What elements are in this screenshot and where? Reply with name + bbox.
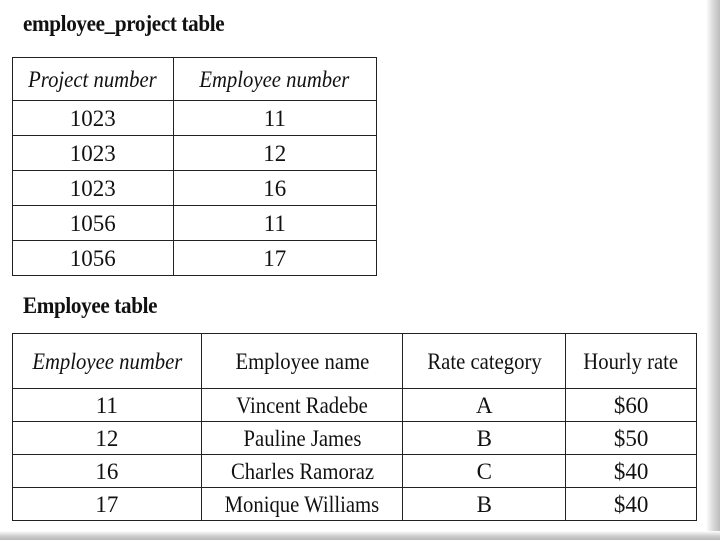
table-cell: 17 — [173, 241, 376, 276]
table-row — [13, 101, 377, 136]
table-header-row — [13, 58, 377, 101]
table-cell: 11 — [13, 389, 202, 422]
table-cell: $40 — [566, 455, 697, 488]
table-cell: Monique Williams — [201, 488, 403, 521]
table-row — [13, 422, 697, 455]
column-header-employee-number: Employee number — [173, 58, 376, 101]
table-cell: $40 — [566, 488, 697, 521]
column-header-employee-name: Employee name — [201, 334, 403, 389]
table-cell: 17 — [13, 488, 202, 521]
column-header-hourly-rate: Hourly rate — [566, 334, 697, 389]
table-row — [13, 206, 377, 241]
table-cell: A — [403, 389, 566, 422]
page-edge-shadow — [706, 0, 720, 540]
table-cell: B — [403, 488, 566, 521]
table-row — [13, 455, 697, 488]
table-cell: 16 — [173, 171, 376, 206]
table-cell: 12 — [173, 136, 376, 171]
table-cell: 11 — [173, 206, 376, 241]
employee-project-table — [12, 57, 377, 276]
employee-project-table-title: employee_project table — [23, 11, 225, 36]
table-cell: 12 — [13, 422, 202, 455]
table-cell: Charles Ramoraz — [201, 455, 403, 488]
column-header-employee-number: Employee number — [13, 334, 202, 389]
column-header-project-number: Project number — [13, 58, 174, 101]
page-edge-shadow — [0, 531, 720, 540]
table-cell: 1056 — [13, 241, 174, 276]
table-row — [13, 389, 697, 422]
table-cell: 1023 — [13, 136, 174, 171]
table-cell: 16 — [13, 455, 202, 488]
table-row — [13, 171, 377, 206]
table-cell: 1056 — [13, 206, 174, 241]
table-cell: 1023 — [13, 171, 174, 206]
table-cell: B — [403, 422, 566, 455]
employee-table-title: Employee table — [23, 293, 158, 318]
table-cell: Vincent Radebe — [201, 389, 403, 422]
table-cell: 1023 — [13, 101, 174, 136]
table-cell: 11 — [173, 101, 376, 136]
table-cell: $60 — [566, 389, 697, 422]
column-header-rate-category: Rate category — [403, 334, 566, 389]
table-cell: C — [403, 455, 566, 488]
table-cell: $50 — [566, 422, 697, 455]
employee-table — [12, 333, 697, 521]
table-header-row — [13, 334, 697, 389]
table-row — [13, 488, 697, 521]
table-row — [13, 241, 377, 276]
table-cell: Pauline James — [201, 422, 403, 455]
table-row — [13, 136, 377, 171]
